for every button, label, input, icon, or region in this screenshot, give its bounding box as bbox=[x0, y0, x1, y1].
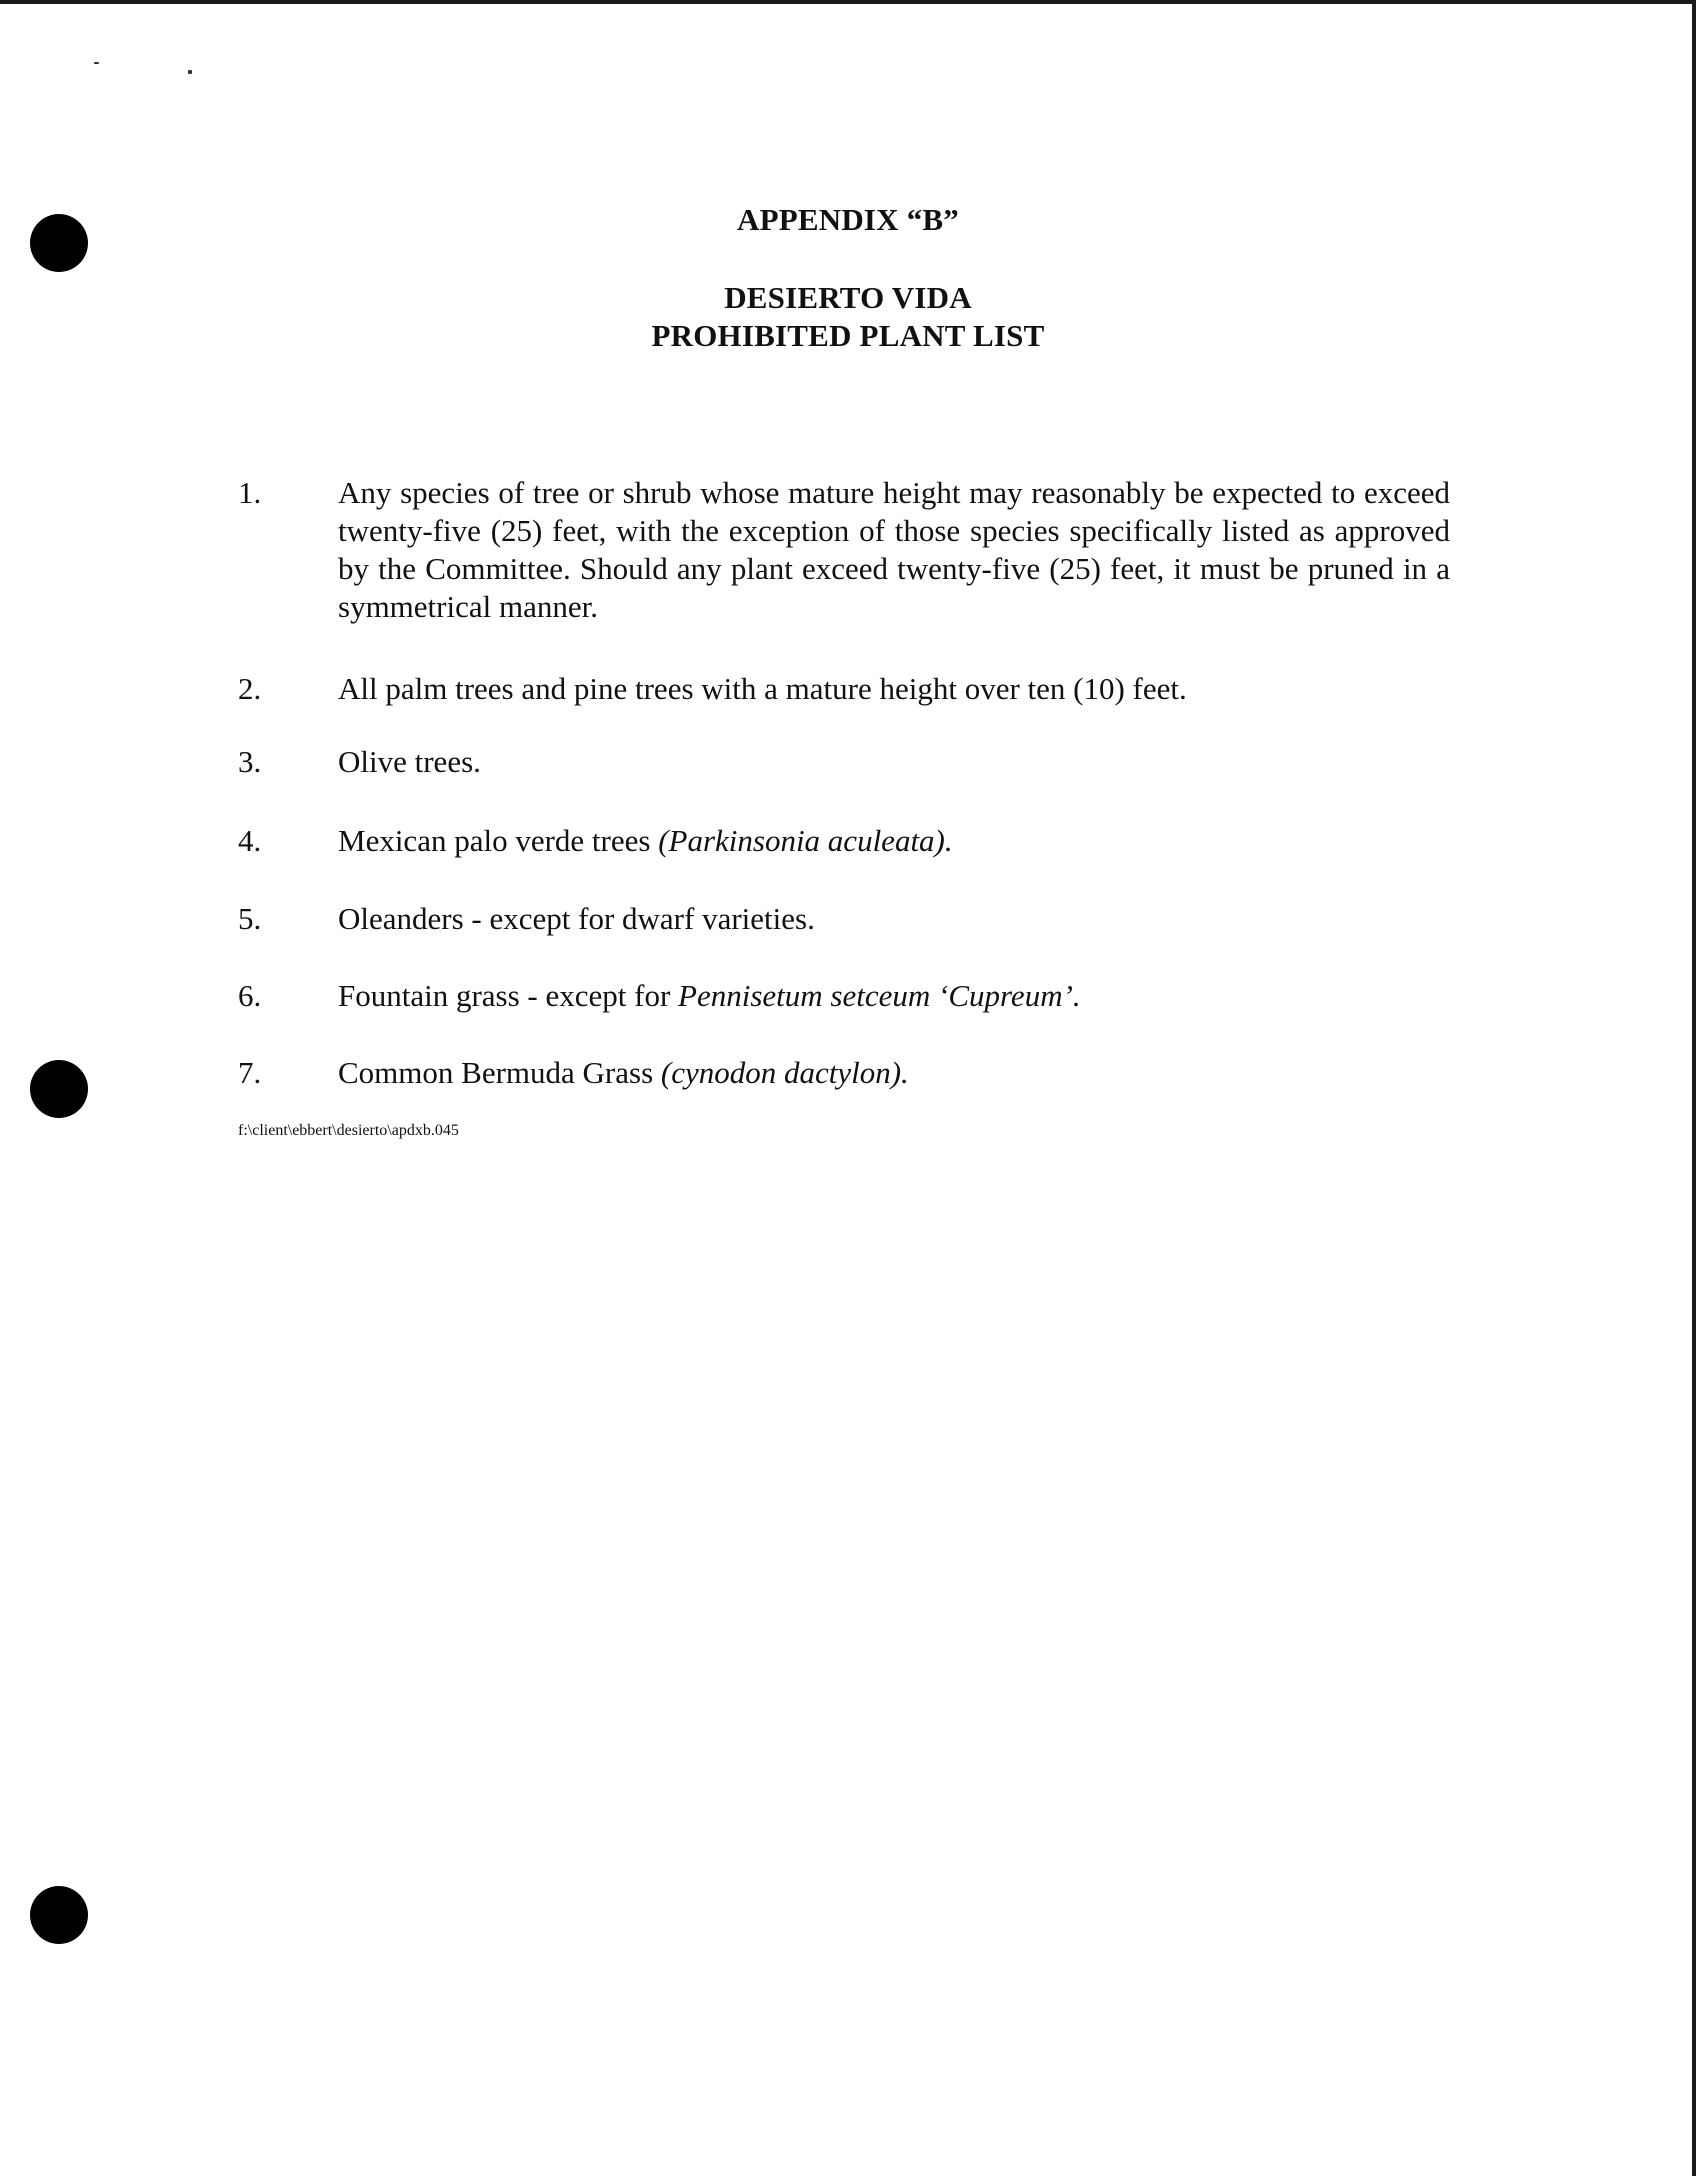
scan-speck bbox=[188, 70, 192, 74]
item-common-name: Mexican palo verde trees bbox=[338, 823, 659, 858]
item-latin-name: (cynodon dactylon). bbox=[660, 1055, 909, 1090]
item-number: 2. bbox=[238, 671, 262, 706]
item-latin-name: (Parkinsonia aculeata). bbox=[658, 823, 953, 858]
item-latin-name: Pennisetum setceum ‘Cupreum’. bbox=[678, 978, 1081, 1013]
punch-hole-middle bbox=[30, 1060, 88, 1118]
item-text: Any species of tree or shrub whose mature height may reasonably be expected to exceed twenty-five (25) feet, with the exception of those species specifically listed as approved by the Committee. Should any plant exceed twenty-five (25) feet, it must be pruned in a symmetrical manner. bbox=[338, 475, 1450, 624]
document-title-line-2: PROHIBITED PLANT LIST bbox=[651, 318, 1045, 353]
item-number: 1. bbox=[238, 475, 262, 510]
appendix-title: APPENDIX “B” bbox=[737, 202, 959, 237]
item-number: 3. bbox=[238, 744, 262, 779]
scan-speck bbox=[94, 62, 99, 64]
page-top-edge bbox=[0, 0, 1696, 4]
item-text bbox=[338, 1054, 1450, 1092]
item-text bbox=[338, 977, 1450, 1015]
item-text bbox=[338, 822, 1450, 860]
item-number: 4. bbox=[238, 823, 262, 858]
item-number: 7. bbox=[238, 1055, 262, 1090]
item-text: All palm trees and pine trees with a mature height over ten (10) feet. bbox=[338, 671, 1187, 706]
item-number: 6. bbox=[238, 978, 262, 1013]
item-number: 5. bbox=[238, 901, 262, 936]
item-text: Oleanders - except for dwarf varieties. bbox=[338, 901, 815, 936]
item-common-name: Common Bermuda Grass bbox=[338, 1055, 661, 1090]
footer-file-path: f:\client\ebbert\desierto\apdxb.045 bbox=[238, 1122, 459, 1139]
item-common-name: Fountain grass - except for bbox=[338, 978, 679, 1013]
item-text: Olive trees. bbox=[338, 744, 481, 779]
document-title-line-1: DESIERTO VIDA bbox=[724, 280, 972, 315]
punch-hole-bottom bbox=[30, 1886, 88, 1944]
